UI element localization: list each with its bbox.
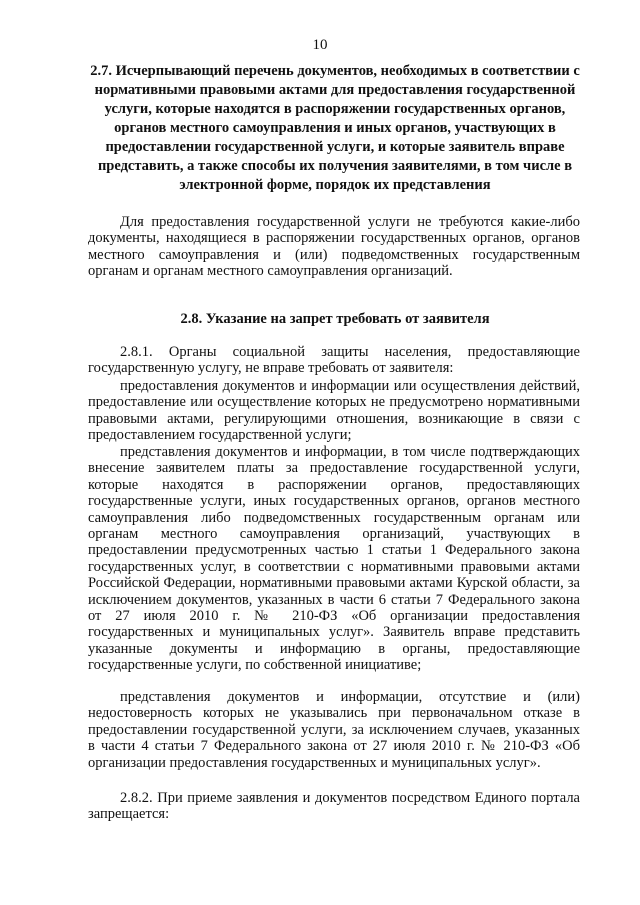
paragraph-2-8-2: 2.8.2. При приеме заявления и документов посредством Единого портала запрещается: xyxy=(88,790,580,823)
prohibition-item-1: предоставления документов и информации или осуществления действий, предоставление или осуществление которых не предусмотрено нормативными правовыми актами, регулирующими отношения, возникающие в связи с предоставлением государственной услуги; xyxy=(88,378,580,444)
prohibition-item-3: представления документов и информации, отсутствие и (или) недостоверность которых не указывались при первоначальном отказе в предоставлении государственной услуги, за исключением случаев, указанных в части 4 статьи 7 Федерального закона от 27 июля 2010 г. № 210-ФЗ «Об организации предоставления государственных и муниципальных услуг». xyxy=(88,689,580,771)
prohibition-item-2: представления документов и информации, в том числе подтверждающих внесение заявителем платы за предоставление государственной услуги, которые находятся в распоряжении органов, предоставляющих государственные услуги, иных государственных органов, органов местного самоуправления либо подведомственных государственным органам или органам местного самоуправления организаций, участвующих в предоставлении предусмотренных частью 1 статьи 1 Федерального закона государственных услуг, в соответствии с нормативными правовыми актами Российской Федерации, нормативными правовыми актами Курской области, за исключением документов, указанных в части 6 статьи 7 Федерального закона от 27 июля 2010 г. № 210-ФЗ «Об организации предоставления государственных и муниципальных услуг». Заявитель вправе представить указанные документы и информацию в органы, предоставляющие государственные услуги, по собственной инициативе; xyxy=(88,444,580,674)
page-number: 10 xyxy=(312,37,328,53)
section-2-7-heading: 2.7. Исчерпывающий перечень документов, необходимых в соответствии с нормативными правовыми актами для предоставления государственной услуги, которые находятся в распоряжении государственных органов, органов местного самоуправления и иных органов, участвующих в предоставлении государственной услуги, и которые заявитель вправе представить, а также способы их получения заявителями, в том числе в электронной форме, порядок их представления xyxy=(90,63,580,193)
paragraph-2-8-1: 2.8.1. Органы социальной защиты населения, предоставляющие государственную услугу, не вправе требовать от заявителя: xyxy=(88,344,580,377)
section-2-8-heading: 2.8. Указание на запрет требовать от заявителя xyxy=(180,311,490,327)
section-2-7-paragraph: Для предоставления государственной услуги не требуются какие-либо документы, находящиеся в распоряжении государственных органов, органов местного самоуправления и (или) подведомственных государственным органам и органам местного самоуправления организаций. xyxy=(88,214,580,280)
